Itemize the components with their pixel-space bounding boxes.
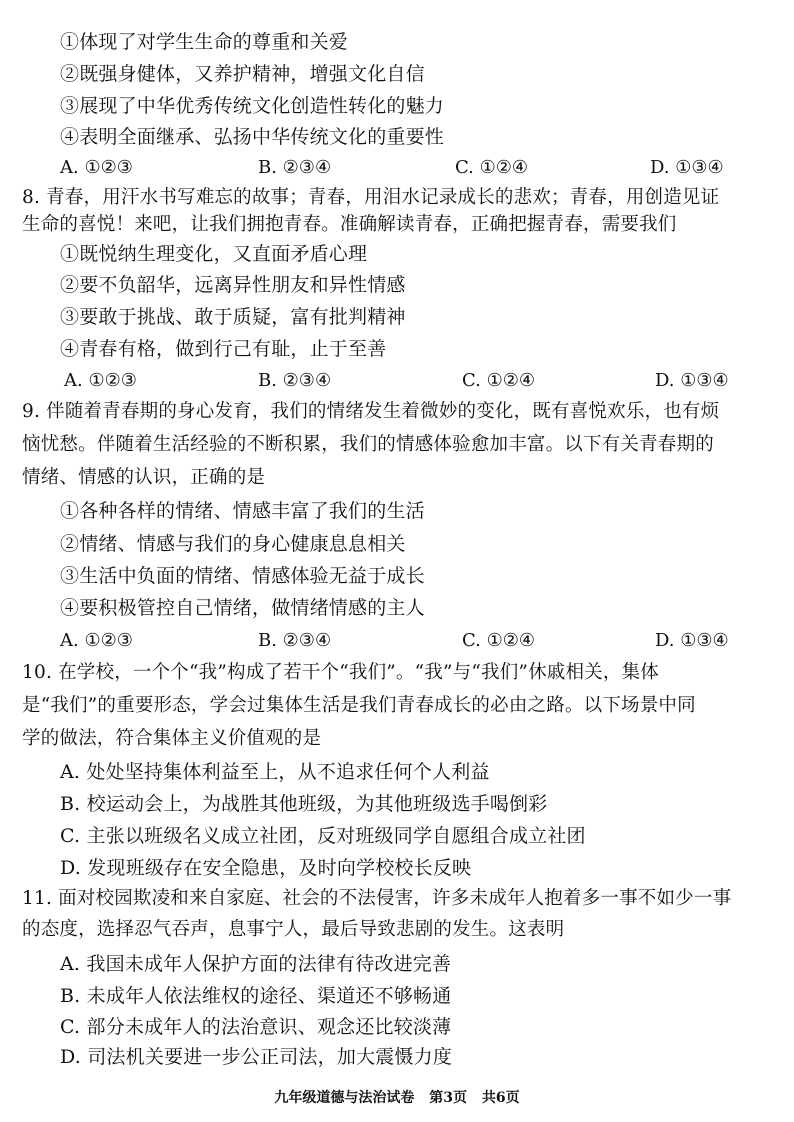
q10-option-a[interactable]: A. 处处坚持集体利益至上，从不追求任何个人利益: [60, 761, 490, 783]
footer-page-number: 第3页: [429, 1090, 467, 1106]
q9-statement-1: ①各种各样的情绪、情感丰富了我们的生活: [60, 500, 425, 522]
q9-choice-b[interactable]: B. ②③④: [258, 630, 332, 651]
q7-choice-b[interactable]: B. ②③④: [258, 157, 332, 178]
q10-stem-line-1: 10. 在学校，一个个“我”构成了若干个“我们”。“我”与“我们”休戚相关，集体: [22, 662, 659, 683]
q11-option-b[interactable]: B. 未成年人依法维权的途径、渠道还不够畅通: [60, 985, 452, 1007]
q11-stem-line-1: 11. 面对校园欺凌和来自家庭、社会的不法侵害，许多未成年人抱着多一事不如少一事: [22, 888, 732, 909]
q8-choice-c[interactable]: C. ①②④: [462, 370, 535, 391]
q11-option-a[interactable]: A. 我国未成年人保护方面的法律有待改进完善: [60, 953, 452, 975]
q7-statement-2: ②既强身健体，又养护精神，增强文化自信: [60, 63, 425, 85]
q9-stem-line-3: 情绪、情感的认识，正确的是: [22, 467, 266, 488]
q11-option-d[interactable]: D. 司法机关要进一步公正司法，加大震慑力度: [60, 1046, 453, 1068]
q9-choice-c[interactable]: C. ①②④: [462, 630, 535, 651]
q8-statement-3: ③要敢于挑战、敢于质疑，富有批判精神: [60, 306, 406, 328]
q8-statement-4: ④青春有格，做到行己有耻，止于至善: [60, 338, 387, 360]
q10-option-b[interactable]: B. 校运动会上，为战胜其他班级，为其他班级选手喝倒彩: [60, 793, 548, 815]
q11-option-c[interactable]: C. 部分未成年人的法治意识、观念还比较淡薄: [60, 1016, 452, 1038]
q8-stem-line-2: 生命的喜悦！来吧，让我们拥抱青春。准确解读青春，正确把握青春，需要我们: [22, 214, 677, 235]
footer-total-pages: 共6页: [481, 1090, 520, 1106]
q7-choice-c[interactable]: C. ①②④: [455, 157, 528, 178]
q7-choice-d[interactable]: D. ①③④: [650, 157, 724, 178]
q10-option-c[interactable]: C. 主张以班级名义成立社团，反对班级同学自愿组合成立社团: [60, 825, 586, 847]
q10-stem-line-3: 学的做法，符合集体主义价值观的是: [22, 728, 322, 749]
q10-option-d[interactable]: D. 发现班级存在安全隐患，及时向学校校长反映: [60, 857, 472, 879]
page-footer: [0, 1088, 794, 1108]
q9-statement-3: ③生活中负面的情绪、情感体验无益于成长: [60, 565, 425, 587]
q9-stem-line-2: 恼忧愁。伴随着生活经验的不断积累，我们的情感体验愈加丰富。以下有关青春期的: [22, 434, 714, 455]
q9-stem-line-1: 9. 伴随着青春期的身心发育，我们的情绪发生着微妙的变化，既有喜悦欢乐，也有烦: [22, 401, 720, 422]
q8-choice-a[interactable]: A. ①②③: [64, 370, 137, 391]
footer-exam-title: 九年级道德与法治试卷: [274, 1090, 415, 1106]
q10-stem-line-2: 是“我们”的重要形态，学会过集体生活是我们青春成长的必由之路。以下场景中同: [22, 695, 696, 716]
q7-statement-1: ①体现了对学生生命的尊重和关爱: [60, 31, 349, 53]
q8-statement-2: ②要不负韶华，远离异性朋友和异性情感: [60, 274, 406, 296]
q7-statement-3: ③展现了中华优秀传统文化创造性转化的魅力: [60, 95, 445, 117]
q8-choice-b[interactable]: B. ②③④: [258, 370, 332, 391]
q9-statement-2: ②情绪、情感与我们的身心健康息息相关: [60, 533, 406, 555]
q7-choice-a[interactable]: A. ①②③: [60, 157, 133, 178]
q11-stem-line-2: 的态度，选择忍气吞声，息事宁人，最后导致悲剧的发生。这表明: [22, 919, 565, 940]
q8-statement-1: ①既悦纳生理变化，又直面矛盾心理: [60, 243, 368, 265]
q9-choice-a[interactable]: A. ①②③: [60, 630, 133, 651]
q8-stem-line-1: 8. 青春，用汗水书写难忘的故事；青春，用泪水记录成长的悲欢；青春，用创造见证: [22, 187, 720, 208]
q8-choice-d[interactable]: D. ①③④: [655, 370, 729, 391]
q9-statement-4: ④要积极管控自己情绪，做情绪情感的主人: [60, 597, 425, 619]
q7-statement-4: ④表明全面继承、弘扬中华传统文化的重要性: [60, 126, 445, 148]
q9-choice-d[interactable]: D. ①③④: [655, 630, 729, 651]
